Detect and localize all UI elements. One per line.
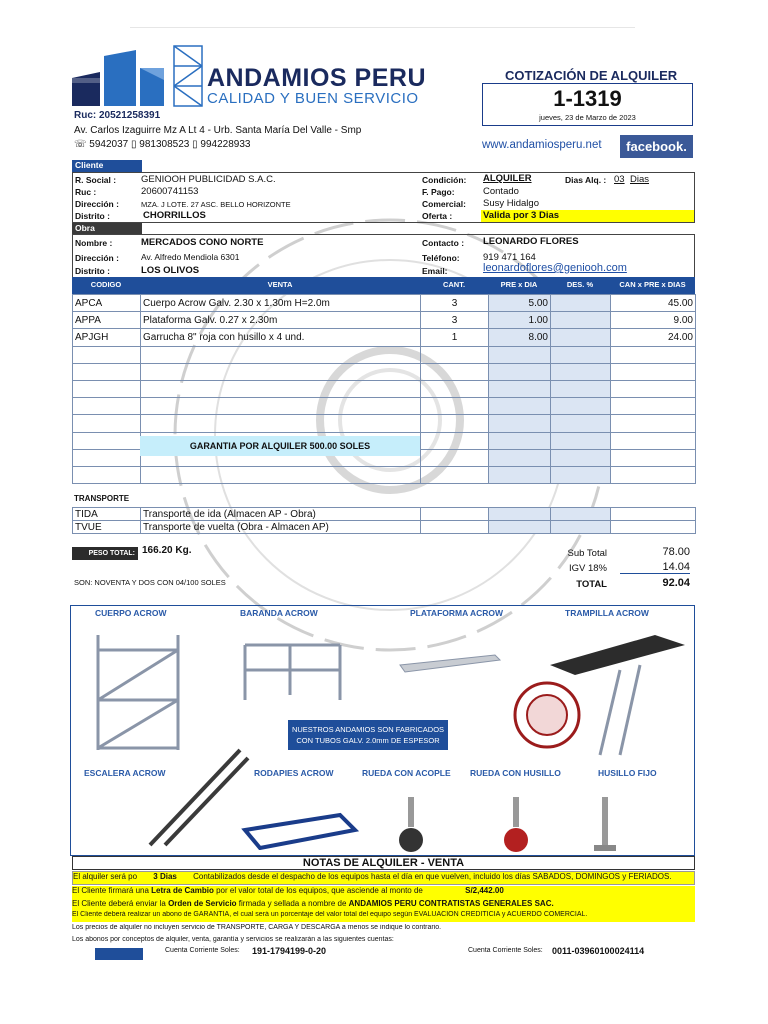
note-line-5: Los precios de alquiler no incluyen servicio de TRANSPORTE, CARGA Y DESCARGA a menos se indique lo contrario. [72,924,442,931]
condicion-value: ALQUILER [483,173,532,184]
cell-cant [421,449,489,466]
cell-desc [141,346,421,363]
product-title-plataforma: PLATAFORMA ACROW [410,608,504,618]
cell-code [73,346,141,363]
dias-value: 03 [614,174,625,185]
cell-pre: 8.00 [489,329,551,346]
header-rule [130,27,635,28]
cell-cant [421,398,489,415]
cell-cant [421,466,489,483]
note1-a: El alquiler será po [73,872,138,881]
garantia-banner: GARANTIA POR ALQUILER 500.00 SOLES [140,436,420,456]
cell-pre [489,466,551,483]
cell-des [551,398,611,415]
cell-cant [421,380,489,397]
transport-cell-desc: Transporte de vuelta (Obra - Almacen AP) [141,521,421,534]
transport-cell-code: TIDA [73,508,141,521]
contacto-value: LEONARDO FLORES [483,236,579,247]
cliente-header: Cliente [72,160,142,172]
university-seal-icon [512,680,582,750]
peso-total-label: PESO TOTAL: [72,547,138,560]
comercial-value: Susy Hidalgo [483,198,539,209]
igv-value: 14.04 [620,561,690,574]
cell-code: APPA [73,312,141,329]
note1-b: 3 Dias [153,872,177,881]
transport-cell-desc: Transporte de ida (Almacen AP - Obra) [141,508,421,521]
cell-cant [421,432,489,449]
razon-label: R. Social : [75,175,117,185]
table-row [73,398,696,415]
distrito-label: Distrito : [75,211,110,221]
cell-desc [141,398,421,415]
cell-total [611,432,696,449]
cell-code [73,415,141,432]
igv-label: IGV 18% [568,563,607,574]
note3-d: ANDAMIOS PERU CONTRATISTAS GENERALES SAC. [348,899,554,908]
subtotal-label: Sub Total [567,548,607,559]
cell-des [551,312,611,329]
cell-pre [489,415,551,432]
quote-title: COTIZACIÓN DE ALQUILER [505,68,678,83]
cell-des [551,346,611,363]
direccion-label: Dirección : [75,199,119,209]
cell-total: 24.00 [611,329,696,346]
cell-pre: 1.00 [489,312,551,329]
note3-a: El Cliente deberá enviar la [72,899,166,908]
cell-code [73,380,141,397]
note2-c: por el valor total de los equipos, que asciende al monto de [216,886,423,895]
website-link[interactable]: www.andamiosperu.net [482,139,602,151]
pago-label: F. Pago: [422,187,455,197]
cell-pre [489,398,551,415]
transporte-label: TRANSPORTE [74,494,130,503]
razon-value: GENIOOH PUBLICIDAD S.A.C. [141,174,276,185]
obra-nombre-value: MERCADOS CONO NORTE [141,237,264,248]
peso-total-value: 166.20 Kg. [142,545,192,556]
oferta-value: Valida por 3 Dias [481,210,694,222]
table-row [73,346,696,363]
cell-code: APCA [73,295,141,312]
product-title-rodapies: RODAPIES ACROW [254,768,334,778]
transport-cell-t [611,508,696,521]
account2-number: 0011-03960100024114 [552,946,645,956]
comercial-label: Comercial: [422,199,466,209]
cell-total: 45.00 [611,295,696,312]
cell-pre [489,346,551,363]
cell-total [611,398,696,415]
ruc-label: Ruc : [75,187,97,197]
table-row [73,295,696,312]
company-ruc: Ruc: 20521258391 [74,110,161,121]
obra-direccion-label: Dirección : [75,253,119,263]
obra-distrito-value: LOS OLIVOS [141,265,200,276]
obra-distrito-label: Distrito : [75,266,110,276]
cuerpo-acrow-image [90,630,190,755]
note3-b: Orden de Servicio [168,899,237,908]
cell-total: 9.00 [611,312,696,329]
cell-code [73,449,141,466]
transport-table [72,507,696,534]
escalera-acrow-image [140,740,250,850]
quote-number-box [482,83,693,126]
brand-tagline: CALIDAD Y BUEN SERVICIO [207,90,419,107]
cell-des [551,329,611,346]
cell-cant: 1 [421,329,489,346]
cell-code: APJGH [73,329,141,346]
obra-nombre-label: Nombre : [75,238,113,248]
cell-pre [489,363,551,380]
table-row [73,363,696,380]
cell-pre: 5.00 [489,295,551,312]
cell-cant: 3 [421,295,489,312]
telefono-value: 919 471 164 [483,252,536,263]
cell-des [551,415,611,432]
cell-code [73,432,141,449]
dias-unit: Dias [630,174,650,185]
table-row [73,466,696,483]
oferta-label: Oferta : [422,211,453,221]
account1-label: Cuenta Corriente Soles: [165,947,240,954]
product-title-baranda: BARANDA ACROW [240,608,318,618]
note-line-4: El Cliente deberá realizar un abono de GARANTIA, el cual será un porcentaje del valor total del equipo según EVALUACION CREDITICIA y ACUERDO COMERCIAL. [72,911,695,922]
col-pre-dia: PRE x DIA [500,280,538,289]
husillo-fijo-image [590,795,620,855]
items-table-header [72,277,695,294]
subtotal-value: 78.00 [662,546,690,558]
cell-total [611,380,696,397]
note2-d: S/2,442.00 [465,886,504,895]
baranda-acrow-image [240,635,350,705]
email-label: Email: [422,266,448,276]
note-line-2 [72,886,695,899]
cell-des [551,449,611,466]
cell-desc [141,466,421,483]
ruc-value: 20600741153 [141,186,199,197]
cell-cant [421,363,489,380]
transport-cell-p [489,508,551,521]
cell-code [73,398,141,415]
cell-desc: Garrucha 8" roja con husillo x 4 und. [141,329,421,346]
product-title-escalera: ESCALERA ACROW [84,768,166,778]
cell-code [73,466,141,483]
notes-title: NOTAS DE ALQUILER - VENTA [72,856,695,870]
account2-label: Cuenta Corriente Soles: [468,947,543,954]
note3-c: firmada y sellada a nombre de [238,899,347,908]
table-row [73,312,696,329]
note2-a: El Cliente firmará una [72,886,149,895]
obra-direccion-value: Av. Alfredo Mendiola 6301 [141,252,240,262]
table-row [73,329,696,346]
email-link[interactable]: leonardoflores@geniooh.com [483,262,627,274]
pago-value: Contado [483,186,519,197]
cell-desc [141,363,421,380]
col-venta: VENTA [267,280,293,289]
transport-row [73,521,696,534]
rueda-husillo-image [495,795,540,855]
obra-header: Obra [72,223,142,234]
table-row [73,415,696,432]
cell-des [551,432,611,449]
cell-total [611,346,696,363]
rodapies-acrow-image [240,810,360,850]
transport-cell-d [551,521,611,534]
cell-cant [421,415,489,432]
banner-line2: CON TUBOS GALV. 2.0mm DE ESPESOR [296,736,440,745]
company-address: Av. Carlos Izaguirre Mz A Lt 4 - Urb. Santa María Del Valle - Smp [74,125,362,136]
quote-number: 1-1319 [553,86,622,111]
bank-logo-icon [95,948,143,960]
cell-cant: 3 [421,312,489,329]
table-row [73,380,696,397]
cell-pre [489,380,551,397]
product-title-rueda-acople: RUEDA CON ACOPLE [362,768,451,778]
transport-cell-d [551,508,611,521]
company-phones: ☏ 5942037 ▯ 981308523 ▯ 994228933 [74,139,251,150]
total-label: TOTAL [576,579,607,590]
transport-cell-code: TVUE [73,521,141,534]
cell-desc: Plataforma Galv. 0.27 x 2.30m [141,312,421,329]
total-value: 92.04 [662,577,690,589]
quote-date: jueves, 23 de Marzo de 2023 [539,113,636,122]
amount-in-words: SON: NOVENTA Y DOS CON 04/100 SOLES [74,578,226,587]
condicion-label: Condición: [422,175,467,185]
col-codigo: CODIGO [90,280,122,289]
transport-cell-c [421,521,489,534]
direccion-value: MZA. J LOTE. 27 ASC. BELLO HORIZONTE [141,200,291,209]
product-title-rueda-husillo: RUEDA CON HUSILLO [470,768,561,778]
cell-pre [489,449,551,466]
cell-total [611,449,696,466]
fabrication-banner [288,720,448,750]
transport-cell-p [489,521,551,534]
cell-des [551,363,611,380]
product-title-cuerpo: CUERPO ACROW [95,608,167,618]
transport-cell-t [611,521,696,534]
product-title-trampilla: TRAMPILLA ACROW [565,608,649,618]
rueda-acople-image [390,795,435,855]
cell-des [551,466,611,483]
distrito-value: CHORRILLOS [143,210,206,221]
dias-label: Dias Alq. : [565,175,607,185]
contacto-label: Contacto : [422,238,465,248]
transport-cell-c [421,508,489,521]
cell-cant [421,346,489,363]
product-title-husillo: HUSILLO FIJO [598,768,657,778]
note-line-3 [72,899,695,911]
note1-c: Contabilizados desde el despacho de los equipos hasta el día en que vuelven, incluido los días SABADOS, DOMINGOS y FERIADOS. [193,872,672,881]
banner-line1: NUESTROS ANDAMIOS SON FABRICADOS [291,725,445,734]
note-line-1 [72,871,695,885]
telefono-label: Teléfono: [422,253,460,263]
cell-des [551,380,611,397]
col-cant: CANT. [442,280,466,289]
transport-row [73,508,696,521]
cell-desc [141,415,421,432]
col-descuento: DES. % [566,280,594,289]
facebook-button[interactable]: facebook. [620,135,693,158]
cell-total [611,363,696,380]
cell-code [73,363,141,380]
cell-total [611,466,696,483]
cell-pre [489,432,551,449]
plataforma-acrow-image [395,650,505,675]
col-total: CAN x PRE x DIAS [619,280,686,289]
cell-desc: Cuerpo Acrow Galv. 2.30 x 1.30m H=2.0m [141,295,421,312]
brand-name: ANDAMIOS PERU [207,64,427,92]
cell-des [551,295,611,312]
account1-number: 191-1794199-0-20 [252,946,327,956]
cell-desc [141,380,421,397]
note2-b: Letra de Cambio [151,886,214,895]
cell-total [611,415,696,432]
note-line-6: Los abonos por conceptos de alquiler, venta, garantía y servicios se realizarán a las siguientes cuentas: [72,936,394,943]
